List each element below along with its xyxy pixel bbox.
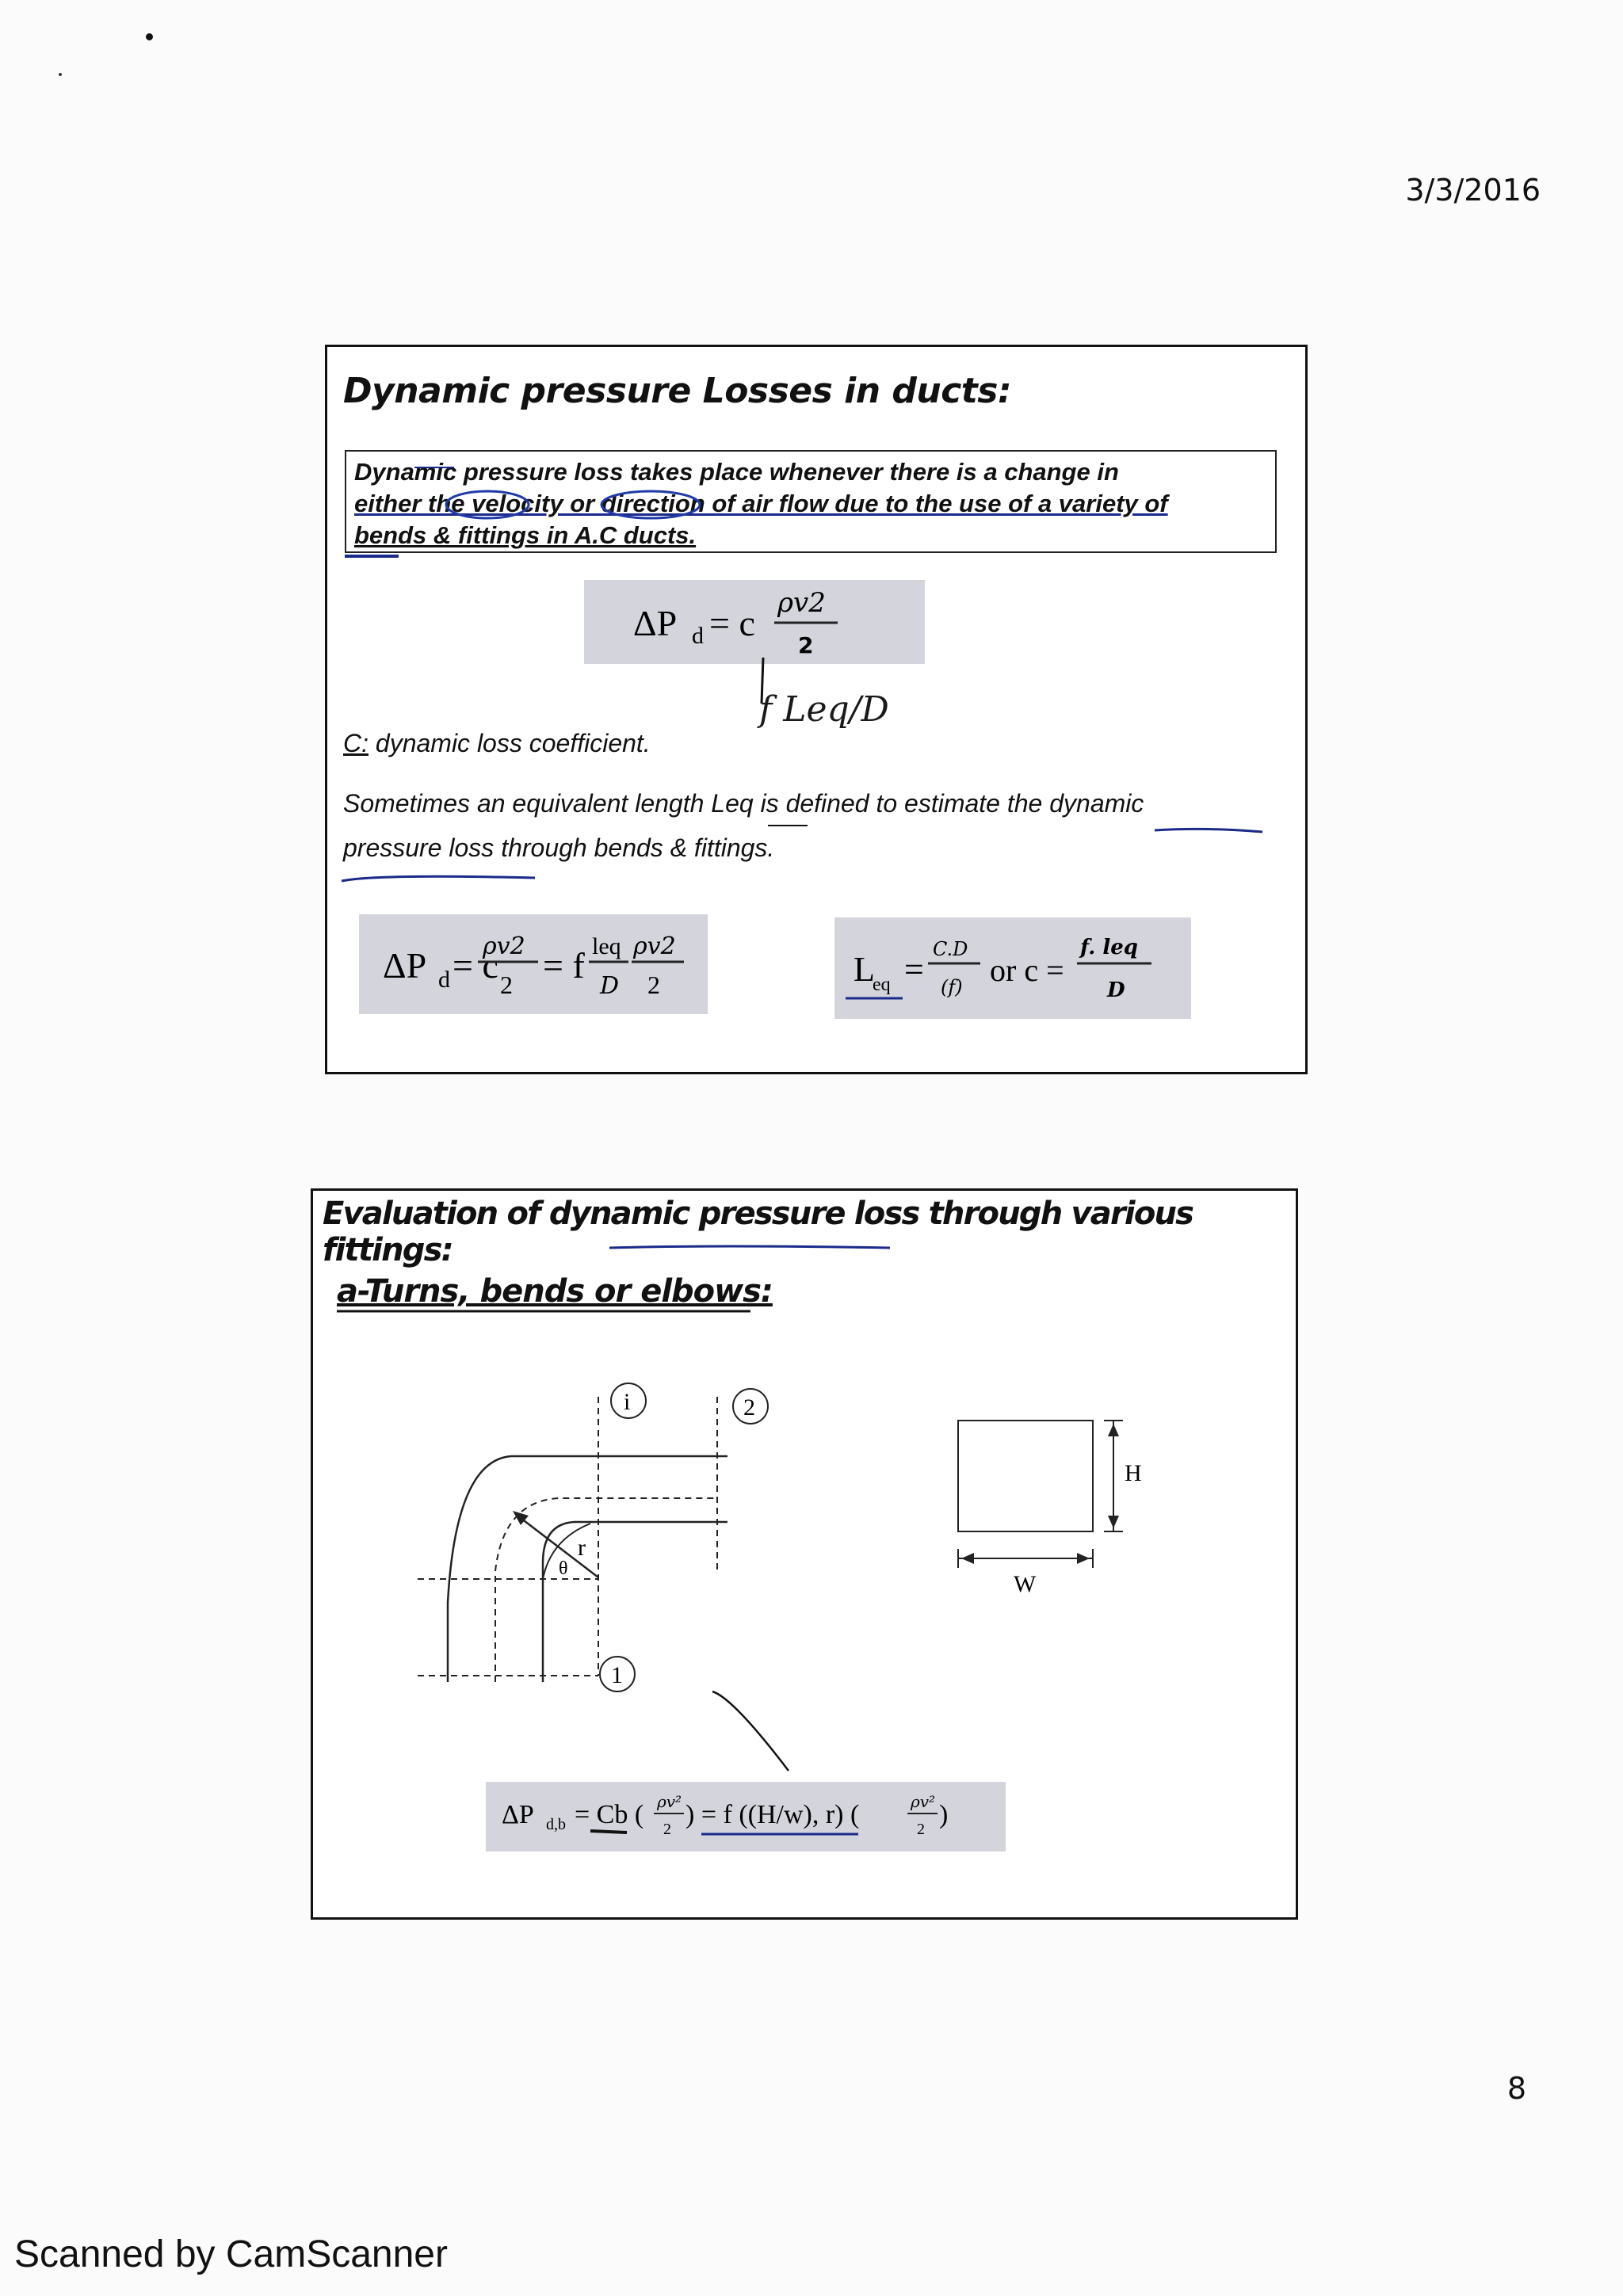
equation-equivalent-length [834,917,1191,1019]
eq-bend-den1: 2 [663,1821,671,1838]
paragraph-line-2: pressure loss through bends & fittings. [343,833,775,862]
width-arrow-left [961,1553,974,1564]
eq-leq-num1: C.D [933,938,968,960]
equation-full-dynamic-loss [359,914,708,1014]
eq-leq-num2: f. leq [1080,936,1138,959]
scanner-footer: Scanned by CamScanner [14,2233,448,2275]
eq-full-den1: 2 [500,971,513,999]
eq-full-lhs-sub: d [438,967,450,993]
eq-bend-close: ) [939,1800,949,1829]
eq-denominator: 2 [798,632,814,658]
duct-cross-section [958,1421,1093,1531]
pen-underline-title [609,1246,890,1248]
height-label: H [1125,1460,1142,1486]
eq-bend-num1: ρv² [657,1792,682,1811]
definition-line-3: bends & fittings in A.C ducts. [354,521,697,549]
eq-numerator: ρv2 [777,587,826,619]
eq-equals-c: = c [709,603,755,643]
eq-bend-mid: ) = f ((H/w), r) ( [685,1800,860,1829]
point-1-label: 1 [611,1662,623,1688]
eq-leq-eq1: = [904,950,924,989]
eq-full-num1: ρv2 [483,933,525,960]
eq-full-den2: D [600,972,620,1000]
angle-label: θ [559,1558,568,1579]
pen-pointer-stroke [712,1691,789,1771]
definition-line-2: either the velocity or direction of air flow due to the use of a variety of [354,490,1168,517]
equation-bend-loss [486,1782,1006,1852]
elbow-centerline [495,1498,717,1682]
page-number: 8 [1507,2071,1526,2106]
slide-dynamic-pressure-losses [325,345,1308,1074]
eq-full-eq2: = f [543,945,585,986]
equation-full-render [359,914,708,1014]
pen-underline-cb [590,1831,627,1833]
slide-title: Dynamic pressure Losses in ducts: [343,371,1012,411]
eq-bend-num2: ρv² [911,1792,936,1811]
equation-bend-render [486,1782,1006,1852]
handwritten-note: f Leq/D [759,689,889,730]
eq-full-num2: leq [592,933,621,959]
radius-label: r [578,1535,586,1561]
paragraph-line-1: Sometimes an equivalent length Leq is defined to estimate the dynamic [343,789,1144,818]
eq-bend-eq1: = Cb ( [575,1800,644,1829]
height-arrow-bottom [1108,1516,1119,1528]
width-arrow-right [1077,1553,1090,1564]
scan-dot [146,33,153,40]
definition-line-1: Dynamic pressure loss takes place whenever there is a change in [354,458,1119,486]
eq-leq-den1: (f) [941,976,963,998]
eq-leq-lhs: L [854,950,875,989]
pen-annotations-paragraph [327,347,1305,902]
equation-leq-render [834,917,1191,1019]
elbow-inner-wall [543,1522,727,1682]
width-label: W [1014,1571,1037,1597]
eq-lhs-sub: d [692,623,704,649]
eq-leq-sub: eq [873,974,891,995]
eq-bend-sub: d,b [546,1816,566,1833]
slide-title: Evaluation of dynamic pressure loss through various fittings: [323,1196,1193,1268]
eq-full-den3: 2 [647,971,660,999]
eq-leq-den2: D [1107,978,1125,1002]
coefficient-text: dynamic loss coefficient. [375,729,651,757]
eq-bend-den2: 2 [917,1821,925,1838]
section-subtitle: a-Turns, bends or elbows: [337,1273,773,1310]
point-i-label: i [624,1389,631,1415]
slide-evaluation-fittings [311,1188,1298,1920]
point-2-label: 2 [743,1394,755,1421]
eq-leq-or: or c = [990,952,1064,988]
eq-full-num3: ρv2 [633,933,676,960]
scan-dot-small [59,73,62,76]
height-arrow-top [1108,1424,1119,1436]
coefficient-label: C: [343,729,369,757]
eq-lhs: ΔP [633,603,678,643]
eq-full-lhs: ΔP [383,945,427,986]
eq-full-eq1: = c [453,945,498,986]
eq-bend-lhs: ΔP [502,1800,534,1829]
page-date: 3/3/2016 [1405,173,1541,208]
